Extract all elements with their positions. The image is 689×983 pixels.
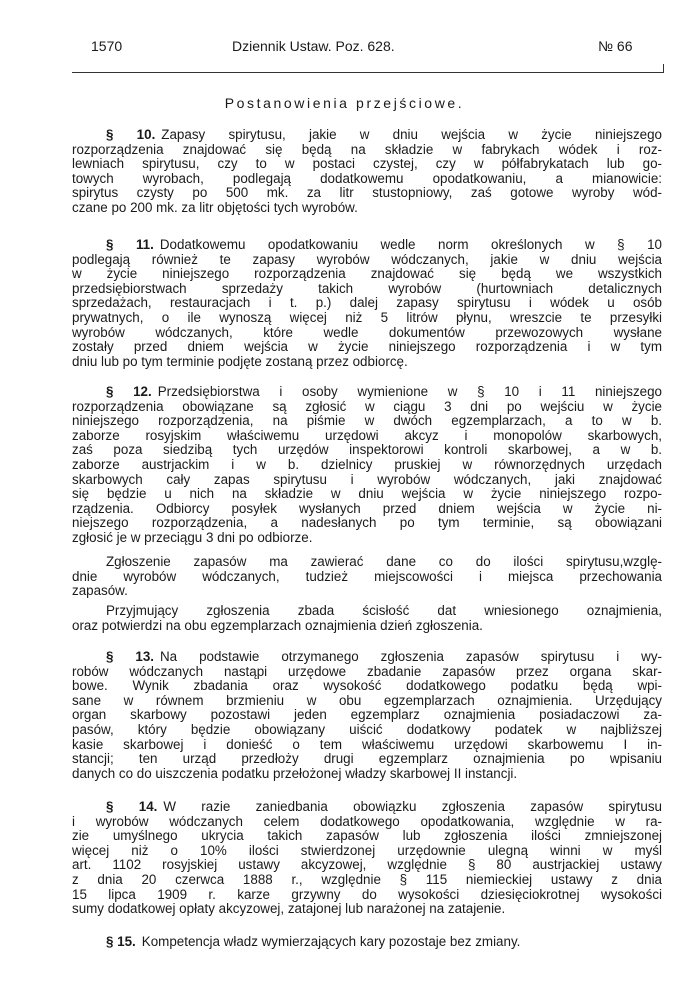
line-text: oraz potwierdzi na obu egzemplarzach oznajmienia dzień zgłoszenia. (72, 617, 483, 633)
text-line (72, 340, 662, 355)
text-line (72, 238, 662, 253)
header-rule-tick (663, 64, 664, 73)
line-text: podlegają również te zapasy wyrobów wódczanych, jakie w dniu wejścia (72, 251, 662, 267)
paragraph (72, 935, 662, 950)
text-line (72, 800, 662, 815)
paragraph (72, 385, 662, 546)
text-line (72, 253, 662, 268)
text-line (72, 873, 662, 888)
line-text: się będzie u nich na składzie w dniu wejścia w życie niniejszego rozpo- (72, 486, 662, 502)
paragraph (72, 604, 662, 633)
line-text: Na podstawie otrzymanego zgłoszenia zapasów spirytusu i wy- (160, 649, 662, 664)
line-text: sane w równem brzmieniu w obu egzemplarzach oznajmienia. Urzędujący (72, 692, 662, 708)
text-line (72, 665, 662, 680)
text-line (72, 738, 662, 753)
line-text: więcej niż o 10% ilości stwierdzonej urzędownie ulegną winni w myśl (72, 842, 662, 858)
line-text: sumy dodatkowej opłaty akcyzowej, zatajonej lub narażonej na zatajenie. (72, 901, 506, 917)
line-text: rozporządzenia znajdować się będą na składzie w fabrykach wódek i roz- (72, 141, 662, 157)
text-line (72, 414, 662, 429)
line-text: towych wyrobach, podlegają dodatkowemu opodatkowaniu, a mianowicie: (72, 170, 662, 186)
text-line (72, 429, 662, 444)
line-text: dniu lub po tym terminie podjęte zostaną przez odbiorcę. (72, 353, 408, 369)
line-text: przedsiębiorstwach sprzedaży takich wyrobów (hurtowniach detalicznych (72, 280, 662, 296)
text-line (72, 708, 662, 723)
paragraph-label: § 12. (106, 384, 152, 399)
paragraph-label: § 15. (106, 934, 136, 949)
text-line (72, 902, 662, 917)
text-line (72, 296, 662, 311)
text-line (72, 128, 662, 143)
line-text: spirytus czysty po 500 mk. za litr stustopniowy, zaś gotowe wyroby wód- (72, 185, 662, 201)
line-text: prywatnych, o ile wynoszą więcej niż 5 litrów płynu, wreszcie te przesyłki (72, 309, 662, 325)
line-text: zapasów. (72, 583, 128, 599)
line-text: Przyjmujący zgłoszenia zbada ścisłość dat wniesionego oznajmienia, (106, 603, 662, 618)
issue-number: № 66 (598, 38, 633, 54)
line-text: niniejszego rozporządzenia, na piśmie w dwóch egzemplarzach, a to w b. (72, 413, 662, 429)
line-text: niejszego rozporządzenia, a nadesłanych po tym terminie, są obowiązani (72, 515, 662, 531)
text-line (72, 650, 662, 665)
text-line (72, 458, 662, 473)
line-text: i wyrobów wódczanych celem dodatkowego opodatkowania, względnie w ra- (72, 813, 662, 829)
line-text: Zgłoszenie zapasów ma zawierać dane co do ilości spirytusu,wzglę- (106, 554, 662, 569)
line-text: pasów, który będzie obowiązany uiścić dodatkowy podatek w najbliższej (72, 721, 662, 737)
text-line (72, 531, 662, 546)
line-text: zaborze rosyjskim właściwemu urzędowi akcyz i monopolów skarbowych, (72, 427, 662, 443)
text-line (72, 604, 662, 619)
text-line (72, 473, 662, 488)
text-line (72, 584, 662, 599)
text-line (72, 723, 662, 738)
line-text: Kompetencja władz wymierzających kary pozostaje bez zmiany. (141, 934, 521, 949)
line-text: bowe. Wynik zbadania oraz wysokość dodatkowego podatku będą wpi- (72, 678, 662, 694)
text-line (72, 516, 662, 531)
text-line (72, 487, 662, 502)
text-line (72, 157, 662, 172)
line-text: Przedsiębiorstwa i osoby wymienione w § 10 i 11 niniejszego (157, 384, 662, 399)
line-text: art. 1102 rosyjskiej ustawy akcyzowej, względnie § 80 austrjackiej ustawy (72, 857, 662, 873)
text-line (72, 829, 662, 844)
paragraph-label: § 10. (106, 127, 156, 142)
line-text: zgłosić je w przeciągu 3 dni po odbiorze. (72, 529, 313, 545)
text-line (72, 282, 662, 297)
header-rule (72, 72, 664, 73)
line-text: zostały przed dniem wejścia w życie niniejszego rozporządzenia i w tym (72, 339, 662, 355)
line-text: rządzenia. Odbiorcy posyłek wysłanych przed dniem wejścia w życie ni- (72, 500, 662, 516)
line-text: skarbowych cały zapas spirytusu i wyrobów wódczanych, jaki znajdować (72, 471, 662, 487)
text-line (72, 355, 662, 370)
line-text: zie umyślnego ukrycia takich zapasów lub zgłoszenia ilości zmniejszonej (72, 828, 662, 844)
text-line (72, 385, 662, 400)
line-text: 15 lipca 1909 r. karze grzywny do wysokości dziesięciokrotnej wysokości (72, 886, 662, 902)
paragraph-label: § 11. (106, 237, 154, 252)
text-line (72, 143, 662, 158)
text-line (72, 311, 662, 326)
line-text: z dnia 20 czerwca 1888 r., względnie § 115 niemieckiej ustawy z dnia (72, 871, 662, 887)
paragraph (72, 555, 662, 599)
line-text: dnie wyrobów wódczanych, tudzież miejscowości i miejsca przechowania (72, 568, 662, 584)
text-line (72, 694, 662, 709)
section-title: Postanowienia przejściowe. (224, 95, 465, 111)
line-text: Dodatkowemu opodatkowaniu wedle norm określonych w § 10 (159, 237, 662, 252)
text-line (72, 935, 662, 950)
text-line (72, 752, 662, 767)
text-line (72, 326, 662, 341)
line-text: wyrobów wódczanych, które wedle dokumentów przewozowych wysłane (72, 324, 662, 340)
text-line (72, 619, 662, 634)
line-text: czane po 200 mk. za litr objętości tych wyrobów. (72, 199, 358, 215)
text-line (72, 815, 662, 830)
paragraph (72, 650, 662, 781)
line-text: rozporządzenia obowiązane są zgłosić w ciągu 3 dni po wejściu w życie (72, 398, 662, 414)
paragraph (72, 800, 662, 917)
text-line (72, 767, 662, 782)
text-line (72, 888, 662, 903)
line-text: W razie zaniedbania obowiązku zgłoszenia zapasów spirytusu (163, 799, 662, 814)
line-text: lewniach spirytusu, czy to w postaci czystej, czy w półfabrykatach lub go- (72, 156, 662, 172)
text-line (72, 844, 662, 859)
line-text: zaś poza siedzibą tych urzędów inspektorowi kontroli skarbowej, a w b. (72, 442, 662, 458)
line-text: kasie skarbowej i donieść o tem właściwemu urzędowi skarbowemu I in- (72, 736, 662, 752)
line-text: organ skarbowy pozostawi jeden egzemplarz oznajmienia posiadaczowi za- (72, 707, 662, 723)
line-text: robów wódczanych nastąpi urzędowe zbadanie zapasów przez organa skar- (72, 663, 662, 679)
line-text: Zapasy spirytusu, jakie w dniu wejścia w życie niniejszego (161, 127, 662, 142)
text-line (72, 555, 662, 570)
paragraph-label: § 14. (106, 799, 158, 814)
text-line (72, 679, 662, 694)
text-line (72, 201, 662, 216)
line-text: stancji; ten urząd przedłoży drugi egzemplarz oznajmienia po wpisaniu (72, 751, 662, 767)
text-line (72, 502, 662, 517)
paragraph (72, 238, 662, 369)
text-line (72, 443, 662, 458)
paragraph-label: § 13. (106, 649, 155, 664)
journal-title: Dziennik Ustaw. Poz. 628. (232, 38, 395, 54)
text-line (72, 186, 662, 201)
text-line (72, 570, 662, 585)
text-line (72, 172, 662, 187)
text-line (72, 400, 662, 415)
text-line (72, 267, 662, 282)
paragraph (72, 128, 662, 216)
line-text: zaborze austrjackim i w b. dzielnicy pruskiej w równorzędnych urzędach (72, 456, 662, 472)
line-text: w życie niniejszego rozporządzenia znajdować się będą we wszystkich (72, 266, 662, 282)
line-text: sprzedażach, restauracjach i t. p.) dalej zapasy spirytusu i wódek u osób (72, 295, 662, 311)
line-text: danych co do uiszczenia podatku przełożonej władzy skarbowej II instancji. (72, 765, 518, 781)
text-line (72, 858, 662, 873)
page-number: 1570 (91, 38, 123, 54)
